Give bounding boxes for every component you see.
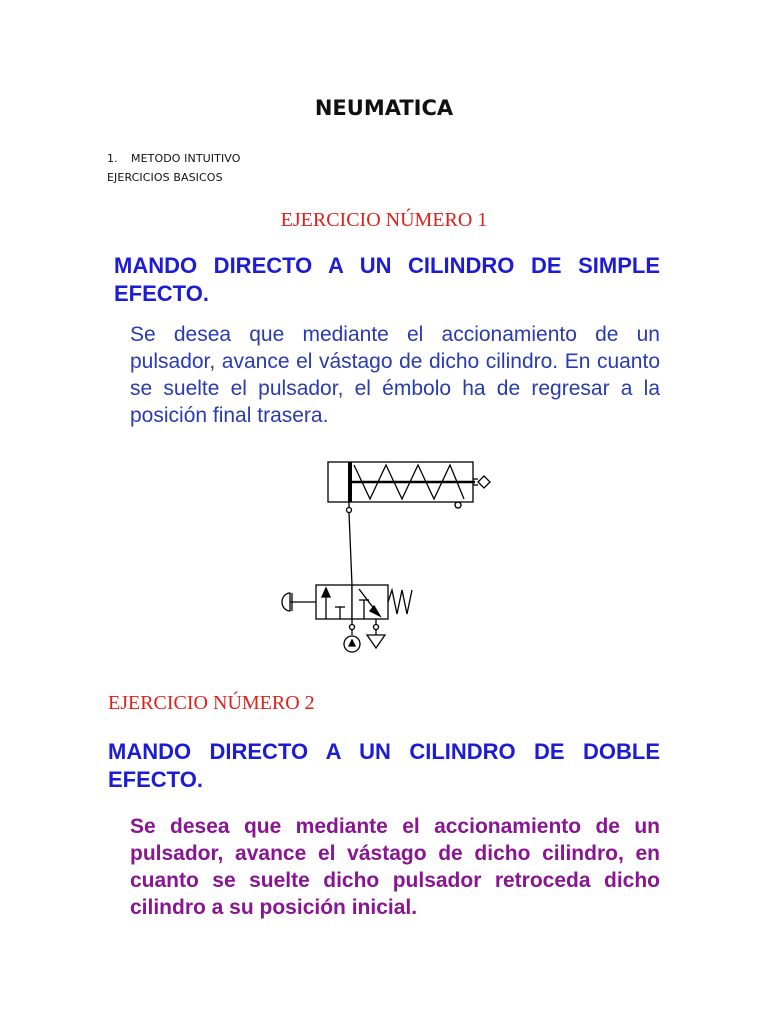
method-number: 1. [107,152,118,165]
exercise-1-heading: EJERCICIO NÚMERO 1 [280,209,488,231]
exercise-1-title-text: MANDO DIRECTO A UN CILINDRO DE SIMPLE EFECTO. [114,253,660,306]
exercise-1-title [114,252,660,308]
exercise-1-description: Se desea que mediante el accionamiento de un pulsador, avance el vástago de dicho cilindro. En cuanto se suelte el pulsador, el émbolo ha de regresar a la posición final trasera. [130,323,660,427]
pressure-source-icon [344,619,360,652]
single-acting-cylinder-icon [328,462,490,513]
exhaust-icon [367,619,385,648]
method-line [107,152,240,165]
exercise-2-description: Se desea que mediante el accionamiento de un pulsador, avance el vástago de dicho cilindro, en cuanto se suelte dicho pulsador retroceda dicho cilindro a su posición inicial. [130,815,660,919]
exercise-2-title-text: MANDO DIRECTO A UN CILINDRO DE DOBLE EFECTO. [108,739,660,792]
3-2-push-button-valve-icon [282,585,412,619]
method-label: METODO INTUITIVO [131,152,241,165]
exercise-2-title [108,738,660,794]
exercise-2-heading: EJERCICIO NÚMERO 2 [108,692,315,714]
section-subtitle: EJERCICIOS BASICOS [107,171,223,184]
page-title: NEUMATICA [314,96,454,120]
pneumatic-circuit-diagram [270,455,500,665]
